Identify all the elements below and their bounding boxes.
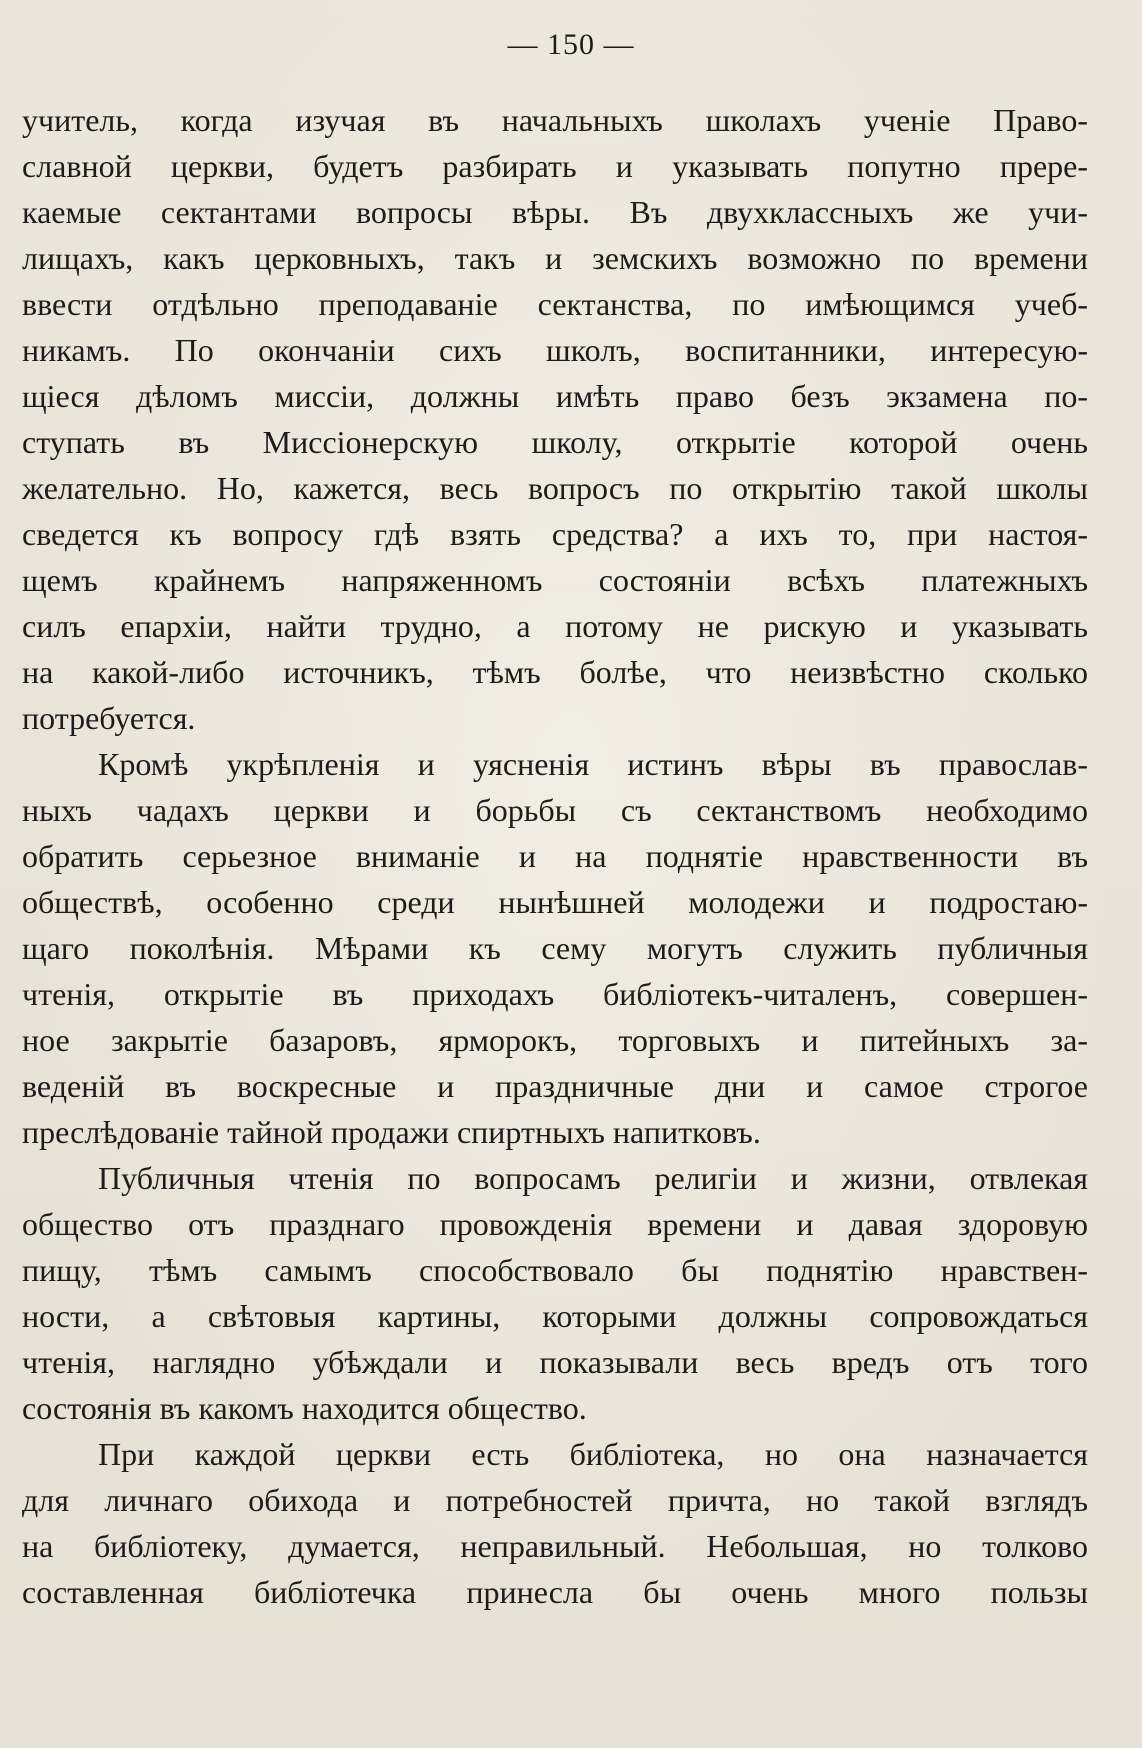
text-line: общество отъ празднаго провожденія времени и давая здоровую: [22, 1206, 1088, 1242]
text-line: лищахъ, какъ церковныхъ, такъ и земскихъ возможно по времени: [22, 240, 1088, 276]
text-line: состоянія въ какомъ находится общество.: [22, 1390, 587, 1426]
text-line: обратить серьезное вниманіе и на поднятіе нравственности въ: [22, 838, 1088, 874]
paragraph-4: [22, 1431, 1088, 1615]
text-line: сведется къ вопросу гдѣ взять средства? а ихъ то, при настоя-: [22, 516, 1088, 552]
text-line: ности, а свѣтовыя картины, которыми должны сопровождаться: [22, 1298, 1088, 1334]
text-line: потребуется.: [22, 700, 196, 736]
text-line: ныхъ чадахъ церкви и борьбы съ сектанствомъ необходимо: [22, 792, 1088, 828]
text-line: ное закрытіе базаровъ, ярморокъ, торговыхъ и питейныхъ за-: [22, 1022, 1088, 1058]
text-line: обществѣ, особенно среди нынѣшней молодежи и подростаю-: [22, 884, 1088, 920]
text-line: желательно. Но, кажется, весь вопросъ по открытію такой школы: [22, 470, 1088, 506]
text-line: ввести отдѣльно преподаваніе сектанства, по имѣющимся учеб-: [22, 286, 1088, 322]
paragraph-3: [22, 1155, 1088, 1431]
text-line: щаго поколѣнія. Мѣрами къ сему могутъ служить публичныя: [22, 930, 1088, 966]
text-line: Публичныя чтенія по вопросамъ религіи и жизни, отвлекая: [98, 1160, 1088, 1196]
text-line: составленная библіотечка принесла бы очень много пользы: [22, 1574, 1088, 1610]
text-line: веденій въ воскресные и праздничные дни и самое строгое: [22, 1068, 1088, 1104]
page-number: — 150 —: [507, 28, 635, 61]
text-line: на какой-либо источникъ, тѣмъ болѣе, что неизвѣстно сколько: [22, 654, 1088, 690]
text-line: Кромѣ укрѣпленія и уясненія истинъ вѣры въ православ-: [98, 746, 1088, 782]
text-line: на библіотеку, думается, неправильный. Небольшая, но толково: [22, 1528, 1088, 1564]
text-line: славной церкви, будетъ разбирать и указывать попутно прере-: [22, 148, 1088, 184]
text-line: пищу, тѣмъ самымъ способствовало бы поднятію нравствен-: [22, 1252, 1088, 1288]
text-line: чтенія, открытіе въ приходахъ библіотекъ-читаленъ, совершен-: [22, 976, 1088, 1012]
text-line: преслѣдованіе тайной продажи спиртныхъ напитковъ.: [22, 1114, 761, 1150]
body-text: [22, 97, 1088, 1615]
text-line: для личнаго обихода и потребностей причта, но такой взглядъ: [22, 1482, 1088, 1518]
text-line: При каждой церкви есть библіотека, но она назначается: [98, 1436, 1088, 1472]
paragraph-1: [22, 97, 1088, 741]
text-line: каемые сектантами вопросы вѣры. Въ двухклассныхъ же учи-: [22, 194, 1088, 230]
text-line: ступать въ Миссіонерскую школу, открытіе которой очень: [22, 424, 1088, 460]
text-line: чтенія, наглядно убѣждали и показывали весь вредъ отъ того: [22, 1344, 1088, 1380]
text-line: учитель, когда изучая въ начальныхъ школахъ ученіе Право-: [22, 102, 1088, 138]
text-line: силъ епархіи, найти трудно, а потому не рискую и указывать: [22, 608, 1088, 644]
text-line: никамъ. По окончаніи сихъ школъ, воспитанники, интересую-: [22, 332, 1088, 368]
paragraph-2: [22, 741, 1088, 1155]
text-line: щіеся дѣломъ миссіи, должны имѣть право безъ экзамена по-: [22, 378, 1088, 414]
text-line: щемъ крайнемъ напряженномъ состояніи всѣхъ платежныхъ: [22, 562, 1088, 598]
